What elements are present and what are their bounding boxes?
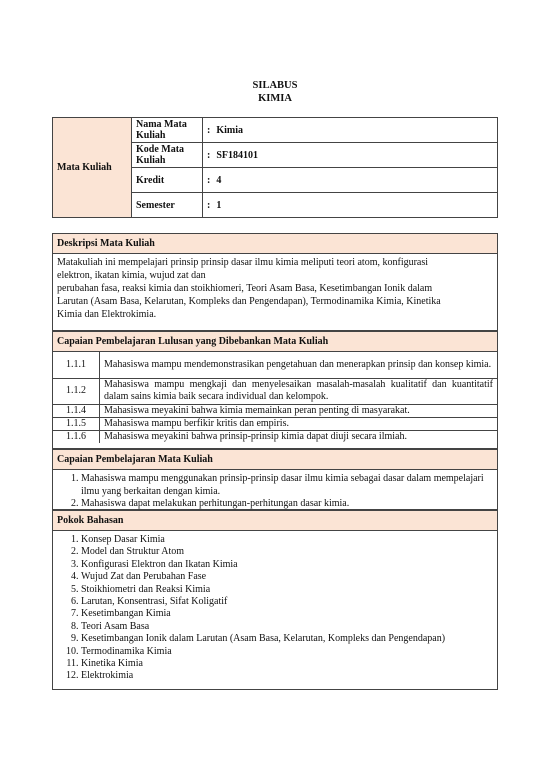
list-item: 2. Model dan Struktur Atom: [81, 546, 493, 558]
list-item: 1. Mahasiswa mampu menggunakan prinsip-prinsip dasar ilmu kimia sebagai dasar dalam mempelajari ilmu yang berkaitan dengan kimia.: [81, 473, 493, 498]
list-item: 10. Termodinamika Kimia: [81, 646, 493, 658]
course-code-label: Kode Mata Kuliah: [132, 143, 203, 168]
cpmk-list: [53, 470, 497, 513]
list-item: 4. Wujud Zat dan Perubahan Fase: [81, 571, 493, 583]
credit-value: : 4: [203, 168, 498, 193]
description-heading: Deskripsi Mata Kuliah: [53, 234, 497, 254]
cpmk-section: [52, 449, 498, 510]
description-text: Matakuliah ini mempelajari prinsip prinsip dasar ilmu kimia meliputi teori atom, konfigurasi elektron, ikatan kimia, wujud zat dan perubahan fasa, reaksi kimia dan stoikhiomeri, Teori Asam Basa, Kesetimbangan Ionik dalam Larutan (Asam Basa, Kelarutan, Kompleks dan Pengendapan), Termodinamika Kimia, Kinetika Kimia dan Elektrokimia.: [57, 257, 441, 320]
list-item: 2. Mahasiswa dapat melakukan perhitungan-perhitungan dasar kimia.: [81, 498, 493, 511]
topics-heading: Pokok Bahasan: [53, 511, 497, 531]
subject-title: KIMIA: [258, 93, 292, 104]
list-item: 3. Konfigurasi Elektron dan Ikatan Kimia: [81, 559, 493, 571]
description-section: [52, 233, 498, 331]
semester-value: : 1: [203, 193, 498, 218]
credit-label: Kredit: [132, 168, 203, 193]
cpl-heading: Capaian Pembelajaran Lulusan yang Dibebankan Mata Kuliah: [53, 332, 497, 352]
list-item: 8. Teori Asam Basa: [81, 621, 493, 633]
course-code-value: : SF184101: [203, 143, 498, 168]
list-item: 11. Kinetika Kimia: [81, 658, 493, 670]
topics-section: [52, 510, 498, 690]
table-row: 1.1.2 Mahasiswa mampu mengkaji dan menyelesaikan masalah-masalah kualitatif dan kuantitatif dalam sains kimia baik secara individual dan kelompok.: [53, 378, 497, 404]
list-item: 9. Kesetimbangan Ionik dalam Larutan (Asam Basa, Kelarutan, Kompleks dan Pengendapan): [81, 633, 493, 645]
course-info-table: [52, 117, 498, 218]
course-name-value: : Kimia: [203, 118, 498, 143]
list-item: 5. Stoikhiometri dan Reaksi Kimia: [81, 584, 493, 596]
mata-kuliah-label: Mata Kuliah: [53, 118, 132, 218]
list-item: 6. Larutan, Konsentrasi, Sifat Koligatif: [81, 596, 493, 608]
syllabus-title: SILABUS: [252, 80, 298, 91]
cpl-section: [52, 331, 498, 449]
course-name-label: Nama Mata Kuliah: [132, 118, 203, 143]
cpl-table: [53, 352, 497, 443]
table-row: 1.1.1 Mahasiswa mampu mendemonstrasikan pengetahuan dan menerapkan prinsip dan konsep kimia.: [53, 352, 497, 378]
list-item: 12. Elektrokimia: [81, 670, 493, 682]
list-item: 7. Kesetimbangan Kimia: [81, 608, 493, 620]
cpmk-heading: Capaian Pembelajaran Mata Kuliah: [53, 450, 497, 470]
table-row: 1.1.4 Mahasiswa meyakini bahwa kimia memainkan peran penting di masyarakat.: [53, 404, 497, 417]
topics-list: [53, 531, 497, 685]
table-row: 1.1.6 Mahasiswa meyakini bahwa prinsip-prinsip kimia dapat diuji secara ilmiah.: [53, 430, 497, 443]
list-item: 1. Konsep Dasar Kimia: [81, 534, 493, 546]
table-row: 1.1.5 Mahasiswa mampu berfikir kritis dan empiris.: [53, 417, 497, 430]
semester-label: Semester: [132, 193, 203, 218]
